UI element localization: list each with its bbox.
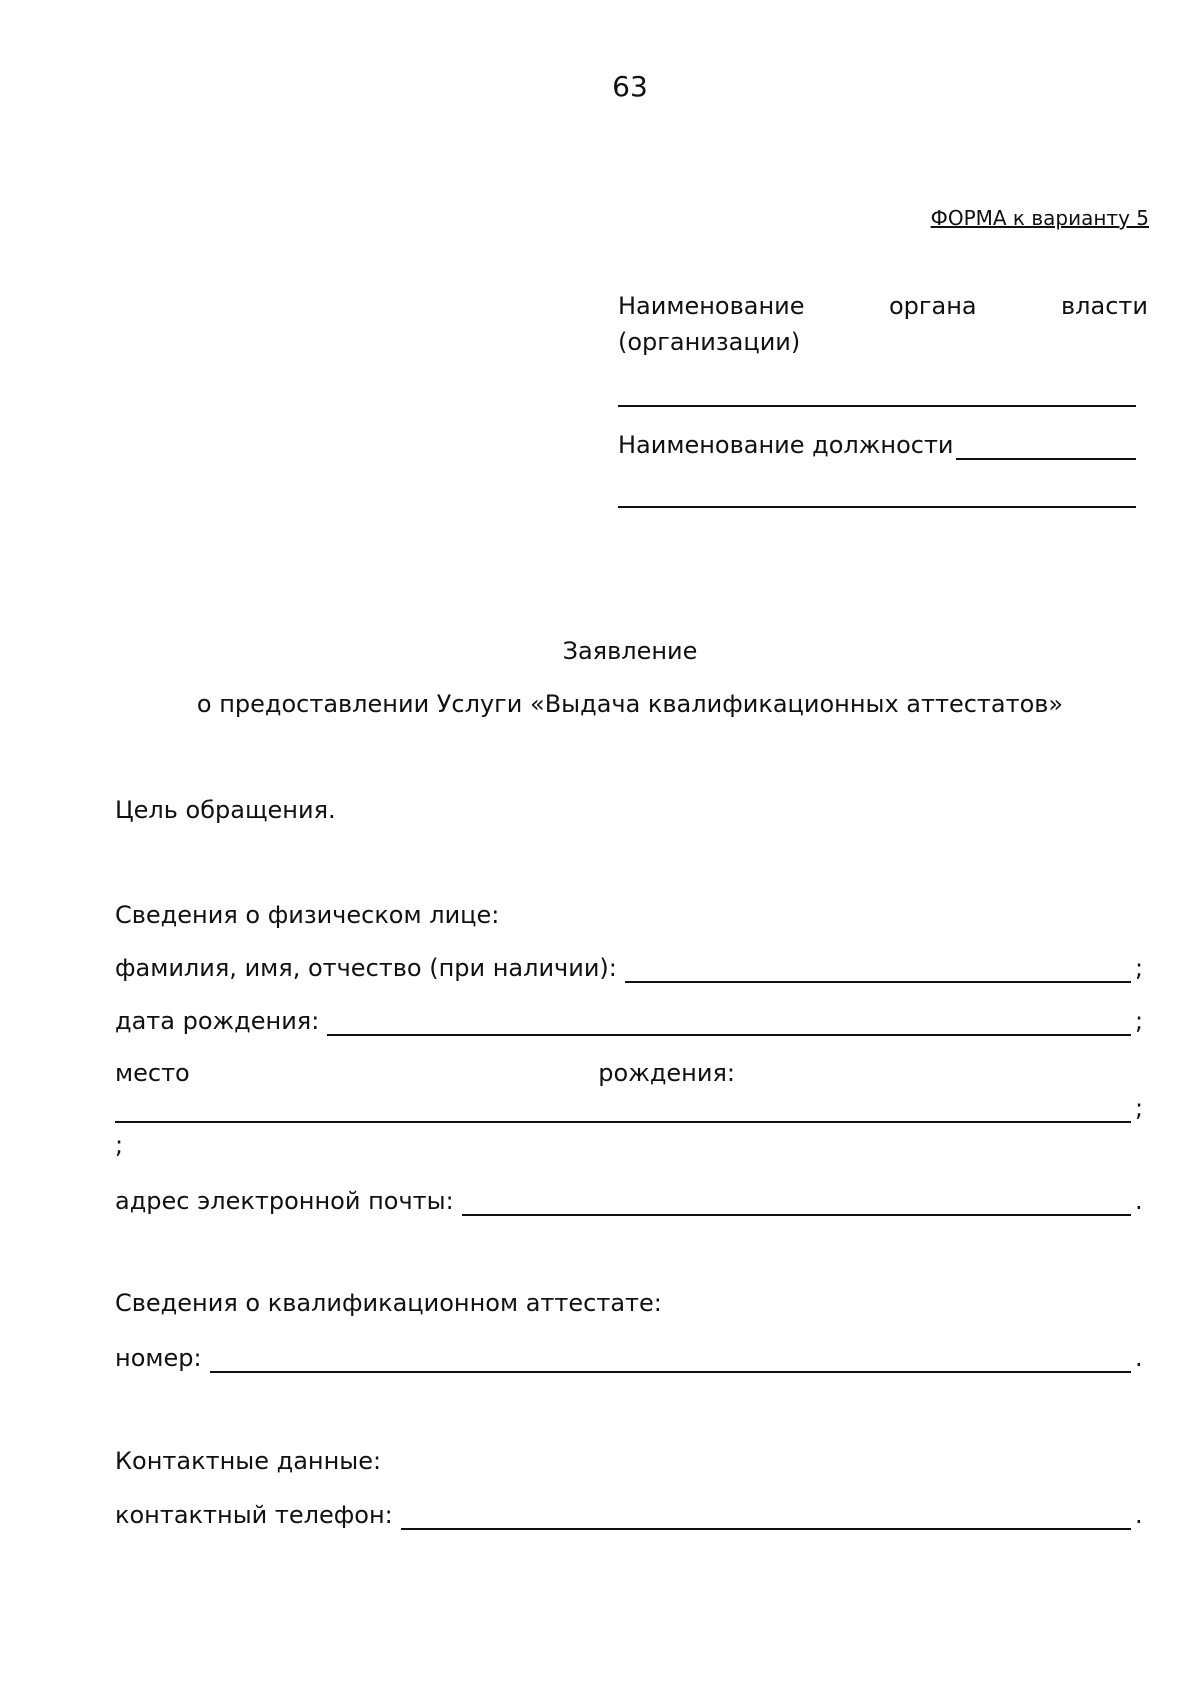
line-end-punct: .	[1135, 1344, 1143, 1372]
position-row	[618, 430, 1136, 460]
full-name-field-line[interactable]	[625, 957, 1131, 983]
person-heading: Сведения о физическом лице:	[115, 901, 500, 929]
position-extra-field-line[interactable]	[618, 506, 1136, 508]
line-end-punct: ;	[1135, 954, 1144, 982]
contacts-heading: Контактные данные:	[115, 1447, 382, 1475]
line-end-punct: ;	[1135, 1007, 1144, 1035]
position-label: Наименование должности	[618, 431, 954, 459]
stray-semicolon: ;	[115, 1131, 124, 1159]
addressee-org-name-continuation: (организации)	[618, 328, 801, 356]
email-field-line[interactable]	[462, 1190, 1131, 1216]
birth-date-field-line[interactable]	[327, 1010, 1131, 1036]
full-name-label: фамилия, имя, отчество (при наличии):	[115, 954, 617, 982]
line-end-punct: ;	[1135, 1094, 1144, 1122]
certificate-number-field-line[interactable]	[210, 1347, 1131, 1373]
certificate-number-row	[115, 1343, 1145, 1373]
phone-field-line[interactable]	[401, 1504, 1131, 1530]
addressee-word: органа	[888, 292, 977, 320]
purpose-label: Цель обращения.	[115, 796, 336, 824]
document-subtitle: о предоставлении Услуги «Выдача квалификационных аттестатов»	[196, 690, 1064, 718]
org-name-field-line[interactable]	[618, 405, 1136, 407]
full-name-row	[115, 953, 1145, 983]
birth-place-word: место	[115, 1059, 190, 1087]
birth-date-row	[115, 1006, 1145, 1036]
addressee-word: власти	[1061, 292, 1148, 320]
line-end-punct: .	[1135, 1501, 1143, 1529]
phone-label: контактный телефон:	[115, 1501, 393, 1529]
phone-row	[115, 1500, 1145, 1530]
position-field-line[interactable]	[956, 434, 1136, 460]
birth-place-word: рождения:	[598, 1059, 735, 1087]
document-title: Заявление	[562, 637, 698, 665]
page-number: 63	[612, 70, 648, 103]
certificate-heading: Сведения о квалификационном аттестате:	[115, 1289, 662, 1317]
email-label: адрес электронной почты:	[115, 1187, 454, 1215]
form-reference: ФОРМА к варианту 5	[930, 206, 1149, 230]
email-row	[115, 1186, 1145, 1216]
birth-date-label: дата рождения:	[115, 1007, 320, 1035]
birth-place-field-row	[115, 1093, 1145, 1123]
birth-place-field-line[interactable]	[115, 1097, 1131, 1123]
certificate-number-label: номер:	[115, 1344, 202, 1372]
line-end-punct: .	[1135, 1187, 1143, 1215]
addressee-org-name-line	[618, 291, 1148, 321]
birth-place-label-row	[115, 1058, 735, 1088]
addressee-word: Наименование	[618, 292, 805, 320]
